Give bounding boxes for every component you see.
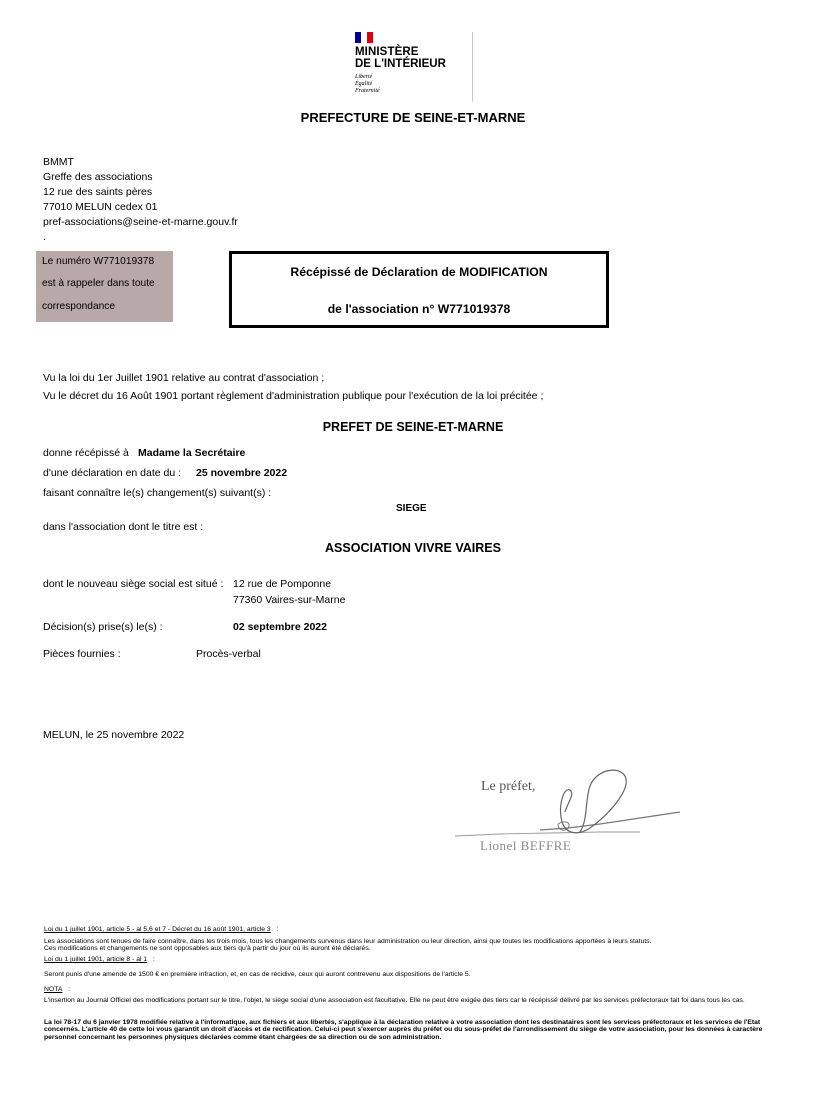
- french-flag-icon: [355, 32, 373, 43]
- siege-label: dont le nouveau siège social est situé :: [43, 578, 224, 590]
- motto-liberte: Liberté: [355, 74, 373, 80]
- prefecture-title: PREFECTURE DE SEINE-ET-MARNE: [300, 110, 526, 125]
- signature-name: Lionel BEFFRE: [480, 838, 572, 853]
- footer-ref2: [44, 956, 784, 963]
- footer-ref1-text: Loi du 1 juillet 1901, article 5 - al 5,6 et 7 - Décret du 16 août 1901, article 3: [44, 926, 271, 933]
- siege-line2: 77360 Vaires-sur-Marne: [233, 594, 346, 606]
- receipt-title-line1: Récépissé de Déclaration de MODIFICATION: [290, 265, 548, 279]
- declaration-value: 25 novembre 2022: [196, 467, 288, 479]
- signature-title: Le préfet,: [481, 779, 536, 794]
- association-name: ASSOCIATION VIVRE VAIRES: [325, 541, 501, 555]
- recepisse-value: Madame la Secrétaire: [138, 447, 246, 459]
- siege-line1: 12 rue de Pomponne: [233, 578, 332, 590]
- pieces-value: Procès-verbal: [196, 648, 261, 660]
- receipt-title-box: [229, 251, 609, 328]
- reference-line1: Le numéro W771019378: [42, 256, 155, 267]
- changes-label: faisant connaître le(s) changement(s) suivant(s) :: [43, 487, 272, 499]
- footer-nota: [44, 986, 784, 993]
- ministry-name-line1: MINISTÈRE: [355, 46, 419, 58]
- reference-line2: est à rappeler dans toute: [42, 278, 155, 289]
- footer-text4: La loi 78-17 du 6 janvier 1978 modifiée relative à l'informatique, aux fichiers et aux libertés, s'applique à la déclaration relative à votre association dont les destinataires sont les services préfectoraux et les services de l'Etat concernés. L'article 40 de cette loi vous garantit un droit d'accès et de rectification. Celui-ci peut s'exercer auprès du préfet ou du sous-préfet de l'arrondissement du siège de votre association, pour les données à caractère personnel concernant les personnes physiques déclarées comme étant chargées de sa direction ou de son administration.: [44, 1019, 763, 1041]
- legal-ref-decree: Vu le décret du 16 Août 1901 portant règlement d'administration publique pour l'exécution de la loi précitée ;: [43, 390, 544, 402]
- changes-value: SIEGE: [396, 503, 427, 514]
- declaration-label: d'une déclaration en date du :: [43, 467, 182, 479]
- place-date: MELUN, le 25 novembre 2022: [43, 729, 185, 741]
- decision-label: Décision(s) prise(s) le(s) :: [43, 621, 163, 633]
- footer-ref1: [44, 926, 784, 933]
- signature-block: [440, 762, 690, 862]
- decision-value: 02 septembre 2022: [233, 621, 327, 633]
- address-line-city: 77010 MELUN cedex 01: [43, 201, 158, 213]
- prefet-title: PREFET DE SEINE-ET-MARNE: [322, 420, 504, 434]
- footer-nota-suffix: :: [68, 986, 70, 993]
- motto-egalite: Égalité: [355, 81, 373, 87]
- address-email[interactable]: pref-associations@seine-et-marne.gouv.fr: [43, 216, 238, 228]
- footer-ref2-text: Loi du 1 juillet 1901, article 8 - al 1: [44, 956, 148, 963]
- footer-text1b: Ces modifications et changements ne sont opposables aux tiers qu'à partir du jour où ils auront été déclarés.: [44, 945, 371, 952]
- address-dot: .: [43, 231, 46, 243]
- footer-text2: Seront punis d'une amende de 1500 € en première infraction, et, en cas de récidive, ceux qui auront contrevenu aux dispositions de l'article 5.: [44, 971, 471, 978]
- pieces-label: Pièces fournies :: [43, 648, 121, 660]
- reference-box: [36, 251, 173, 322]
- ministry-logo: [340, 32, 473, 102]
- title-label: dans l'association dont le titre est :: [43, 521, 204, 533]
- address-line-office: Greffe des associations: [43, 171, 153, 183]
- footer-ref2-suffix: :: [152, 956, 155, 963]
- receipt-title-line2: de l'association n° W771019378: [327, 302, 511, 316]
- motto-fraternite: Fraternité: [355, 88, 380, 94]
- handwritten-signature: [440, 762, 690, 862]
- address-line-service: BMMT: [43, 156, 74, 168]
- footer-text3: L'insertion au Journal Officiel des modifications portant sur le titre, l'objet, le siège social d'une association est facultative. Elle ne peut être exigée des tiers car le récépissé délivré par les services préfectoraux fait foi dans tous les cas.: [44, 997, 745, 1004]
- recepisse-label: donne récépissé à: [43, 447, 129, 459]
- footer-nota-label: NOTA: [44, 986, 63, 993]
- legal-ref-law: Vu la loi du 1er Juillet 1901 relative au contrat d'association ;: [43, 372, 325, 384]
- footer-ref1-suffix: :: [276, 926, 279, 933]
- footer-text1a: Les associations sont tenues de faire connaître, dans les trois mois, tous les changements survenus dans leur administration ou leur direction, ainsi que toutes les modifications apportées à leurs statuts.: [44, 938, 652, 945]
- ministry-name-line2: DE L'INTÉRIEUR: [355, 58, 446, 70]
- reference-line3: correspondance: [42, 301, 116, 312]
- address-line-street: 12 rue des saints pères: [43, 186, 153, 198]
